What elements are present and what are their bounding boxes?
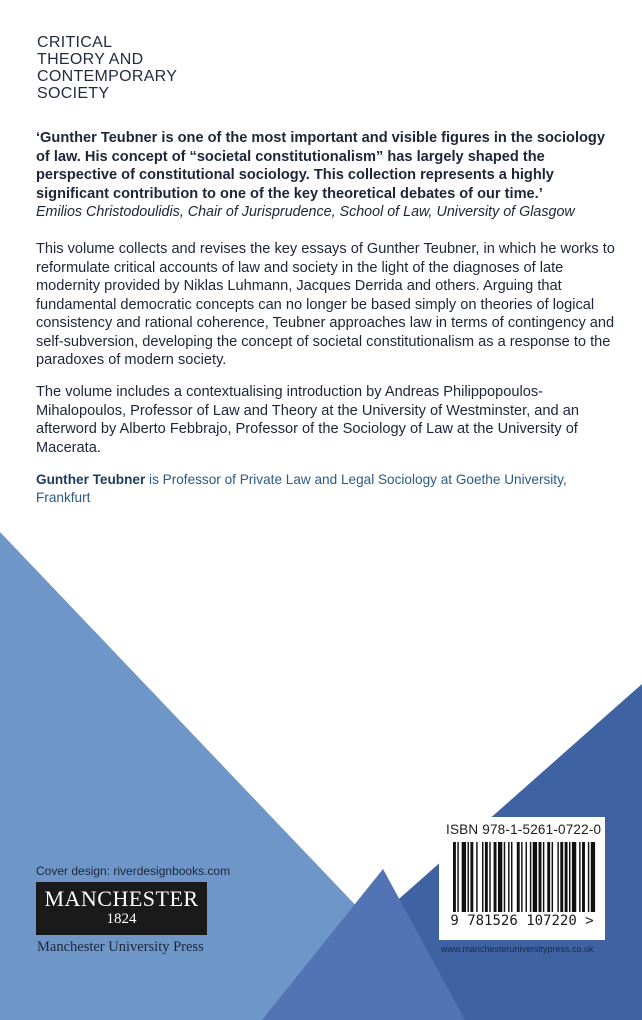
isbn-label: ISBN 978-1-5261-0722-0: [446, 822, 602, 837]
barcode-bar: [494, 842, 497, 912]
author-bio-text: is Professor of Private Law and Legal Sociology at Goethe University, Frankfurt: [36, 472, 567, 505]
barcode-bar: [511, 842, 512, 912]
barcode-bar: [498, 842, 502, 912]
barcode-bar: [569, 842, 570, 912]
barcode-bar: [521, 842, 522, 912]
barcode-bar: [482, 842, 483, 912]
description-paragraph: The volume includes a contextualising introduction by Andreas Philippopoulos-Mihalopoulos, Professor of Law and Theory at the University of Westminster, and an afterword by Alberto Febbrajo, Professor of the Sociology of Law at the University of Macerata.: [36, 384, 579, 456]
barcode-bar: [579, 842, 580, 912]
barcode-bar: [557, 842, 558, 912]
barcode-panel: [439, 817, 605, 940]
series-title: [37, 34, 237, 102]
barcode-bar: [470, 842, 473, 912]
series-title-line: CONTEMPORARY: [37, 68, 178, 85]
barcode-bar: [476, 842, 477, 912]
barcode-bar: [591, 842, 595, 912]
publisher-logo-name: MANCHESTER: [44, 886, 199, 911]
cover-design-credit: Cover design: riverdesignbooks.com: [36, 864, 231, 878]
series-title-line: SOCIETY: [37, 85, 110, 102]
barcode-bar: [453, 842, 456, 912]
barcode-bar: [517, 842, 520, 912]
barcode-bar: [547, 842, 550, 912]
barcode-bar: [489, 842, 490, 912]
barcode-bar: [543, 842, 544, 912]
series-title-line: THEORY AND: [37, 51, 144, 68]
barcode-bar: [582, 842, 585, 912]
publisher-logo-year: 1824: [106, 911, 137, 927]
barcode-bar: [533, 842, 537, 912]
barcode-bar: [539, 842, 542, 912]
barcode-bar: [468, 842, 469, 912]
series-title-line: CRITICAL: [37, 34, 113, 51]
barcode-bar: [565, 842, 568, 912]
publisher-website: www.manchesteruniversitypress.co.uk: [441, 944, 594, 954]
barcode-bar: [508, 842, 509, 912]
barcode-icon: [443, 842, 601, 914]
barcode-bar: [485, 842, 488, 912]
author-name: Gunther Teubner: [36, 472, 146, 487]
author-bio: [36, 471, 616, 506]
barcode-bar: [552, 842, 553, 912]
publisher-name: Manchester University Press: [37, 939, 204, 955]
barcode-bar: [462, 842, 466, 912]
publisher-logo: [36, 882, 207, 935]
description-paragraph: This volume collects and revises the key essays of Gunther Teubner, in which he works to reformulate critical accounts of law and society in the light of the diagnoses of late modernity provided by Niklas Luhmann, Jacques Derrida and others. Arguing that fundamental democratic concepts can no longer be based simply on theories of logical consistency and rational coherence, Teubner approaches law in terms of contingency and self-subversion, developing the concept of societal constitutionalism as a response to the paradoxes of modern society.: [36, 241, 615, 368]
endorsement-attribution: Emilios Christodoulidis, Chair of Jurisprudence, School of Law, University of Glasgow: [36, 204, 575, 220]
barcode-bar: [530, 842, 531, 912]
barcode-bar: [588, 842, 589, 912]
barcode-bar: [526, 842, 527, 912]
endorsement-quote: ‘Gunther Teubner is one of the most important and visible figures in the sociology of law. His concept of “societal constitutionalism” has largely shaped the perspective of constitutional sociology. This collection represents a highly significant contribution to one of the key theoretical debates of our time.’: [36, 130, 605, 202]
barcode-bar: [560, 842, 563, 912]
barcode-bar: [572, 842, 576, 912]
barcode-bar: [457, 842, 458, 912]
barcode-digits: 9 781526 107220 >: [450, 913, 594, 929]
barcode-bar: [504, 842, 505, 912]
